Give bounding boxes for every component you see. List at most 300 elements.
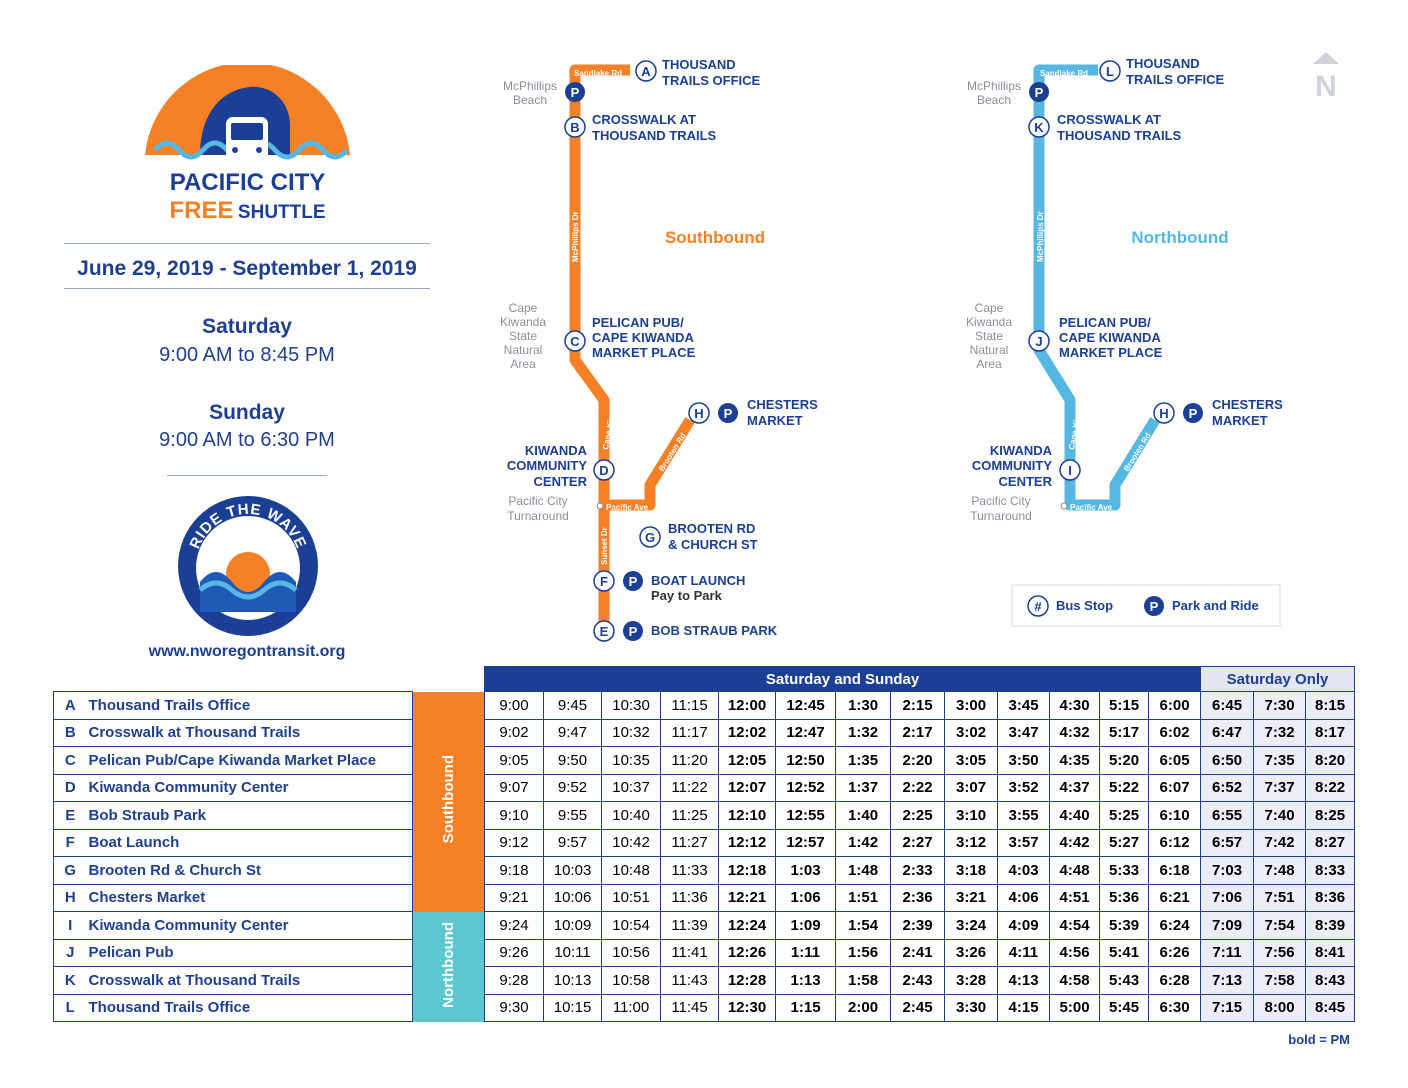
park-ride-icon — [1183, 403, 1203, 423]
time-cell: 12:10 — [719, 802, 776, 830]
table-row — [54, 829, 1355, 857]
stop-label: MARKET — [1212, 413, 1268, 428]
time-cell: 4:42 — [1050, 829, 1100, 857]
table-row — [54, 967, 1355, 995]
table-row — [54, 774, 1355, 802]
weekend-header: Saturday and Sunday — [485, 667, 1201, 692]
time-cell: 4:32 — [1050, 719, 1100, 747]
time-cell: 11:20 — [661, 747, 719, 775]
stop-label: MARKET PLACE — [592, 345, 696, 360]
time-cell: 8:25 — [1306, 802, 1355, 830]
stop-label: THOUSAND TRAILS — [592, 128, 717, 143]
svg-text:H: H — [1159, 406, 1169, 421]
stop-label: BROOTEN RD — [668, 521, 756, 536]
landmark-text: Kiwanda — [965, 315, 1013, 329]
table-row — [54, 912, 1355, 940]
svg-text:P: P — [628, 574, 638, 589]
time-cell: 3:21 — [945, 884, 998, 912]
time-cell: 11:43 — [661, 967, 719, 995]
svg-text:P: P — [628, 624, 638, 639]
stop-label: BOAT LAUNCH — [651, 573, 746, 588]
stop-label: CHESTERS — [1212, 397, 1283, 412]
stop-marker-a — [636, 61, 656, 81]
time-cell: 6:21 — [1149, 884, 1201, 912]
stop-label: COMMUNITY — [971, 458, 1052, 473]
time-cell: 10:37 — [602, 774, 661, 802]
stop-marker-l — [1100, 61, 1120, 81]
time-cell: 1:03 — [776, 857, 836, 885]
sunday-label: Sunday — [209, 401, 285, 424]
stop-label: KIWANDA — [524, 443, 587, 458]
street-label: Cape Kiwanda Dr — [601, 383, 622, 451]
stop-label: CAPE KIWANDA — [1059, 330, 1161, 345]
time-cell: 5:39 — [1100, 912, 1149, 940]
time-cell: 3:28 — [945, 967, 998, 995]
time-cell: 9:30 — [485, 994, 544, 1022]
time-cell: 7:37 — [1254, 774, 1306, 802]
time-cell: 11:25 — [661, 802, 719, 830]
legend-label: Park and Ride — [1172, 598, 1259, 613]
time-cell: 8:43 — [1306, 967, 1355, 995]
time-cell: 12:55 — [776, 802, 836, 830]
time-cell: 7:30 — [1254, 692, 1306, 720]
stop-label: CENTER — [998, 474, 1052, 489]
time-cell: 9:12 — [485, 829, 544, 857]
time-cell: 7:06 — [1201, 884, 1254, 912]
stop-letter: L — [54, 994, 87, 1022]
time-cell: 5:00 — [1050, 994, 1100, 1022]
time-cell: 9:52 — [544, 774, 602, 802]
north-arrow-icon — [1313, 52, 1339, 103]
time-cell: 10:30 — [602, 692, 661, 720]
time-cell: 7:13 — [1201, 967, 1254, 995]
stop-label: PELICAN PUB/ — [1059, 315, 1151, 330]
svg-text:K: K — [1034, 120, 1044, 135]
time-cell: 1:13 — [776, 967, 836, 995]
time-cell: 12:18 — [719, 857, 776, 885]
time-cell: 8:20 — [1306, 747, 1355, 775]
time-cell: 7:56 — [1254, 939, 1306, 967]
time-cell: 12:47 — [776, 719, 836, 747]
time-cell: 9:21 — [485, 884, 544, 912]
time-cell: 10:40 — [602, 802, 661, 830]
landmark-text: Kiwanda — [499, 315, 547, 329]
time-cell: 11:41 — [661, 939, 719, 967]
time-cell: 1:42 — [836, 829, 891, 857]
time-cell: 3:05 — [945, 747, 998, 775]
time-cell: 11:00 — [602, 994, 661, 1022]
time-cell: 4:51 — [1050, 884, 1100, 912]
stop-label: KIWANDA — [989, 443, 1052, 458]
time-cell: 2:27 — [891, 829, 945, 857]
time-cell: 10:32 — [602, 719, 661, 747]
time-cell: 7:58 — [1254, 967, 1306, 995]
stop-label: CROSSWALK AT — [592, 112, 696, 127]
time-cell: 8:41 — [1306, 939, 1355, 967]
landmark-text: Turnaround — [507, 509, 569, 523]
time-cell: 4:35 — [1050, 747, 1100, 775]
date-range: June 29, 2019 - September 1, 2019 — [77, 257, 417, 280]
time-cell: 6:12 — [1149, 829, 1201, 857]
bus-stop-icon — [1028, 596, 1048, 616]
time-cell: 6:05 — [1149, 747, 1201, 775]
stop-label: PELICAN PUB/ — [592, 315, 684, 330]
stop-letter: J — [54, 939, 87, 967]
landmark-text: State — [974, 329, 1004, 343]
table-row — [54, 719, 1355, 747]
time-cell: 12:26 — [719, 939, 776, 967]
schedule-body — [54, 692, 1355, 1022]
park-ride-icon — [623, 621, 643, 641]
stop-name: Thousand Trails Office — [87, 994, 413, 1022]
time-cell: 8:17 — [1306, 719, 1355, 747]
table-row — [54, 994, 1355, 1022]
stop-label: MARKET — [747, 413, 803, 428]
time-cell: 10:09 — [544, 912, 602, 940]
time-cell: 2:20 — [891, 747, 945, 775]
time-cell: 8:15 — [1306, 692, 1355, 720]
stop-marker-f — [594, 571, 614, 591]
time-cell: 9:57 — [544, 829, 602, 857]
stop-name: Kiwanda Community Center — [87, 912, 413, 940]
time-cell: 11:45 — [661, 994, 719, 1022]
stop-marker-k — [1029, 117, 1049, 137]
time-cell: 10:03 — [544, 857, 602, 885]
stop-label: MARKET PLACE — [1059, 345, 1163, 360]
time-cell: 6:52 — [1201, 774, 1254, 802]
stop-marker-h — [1154, 403, 1174, 423]
stop-marker-e — [594, 621, 614, 641]
time-cell: 4:09 — [998, 912, 1050, 940]
time-cell: 4:54 — [1050, 912, 1100, 940]
time-cell: 4:30 — [1050, 692, 1100, 720]
time-cell: 12:21 — [719, 884, 776, 912]
time-cell: 3:02 — [945, 719, 998, 747]
park-ride-icon — [565, 82, 585, 102]
time-cell: 3:52 — [998, 774, 1050, 802]
time-cell: 9:00 — [485, 692, 544, 720]
time-cell: 1:58 — [836, 967, 891, 995]
time-cell: 11:17 — [661, 719, 719, 747]
landmark-text: McPhillips — [502, 79, 558, 93]
time-cell: 8:00 — [1254, 994, 1306, 1022]
time-cell: 9:55 — [544, 802, 602, 830]
svg-text:P: P — [1188, 406, 1198, 421]
time-cell: 10:48 — [602, 857, 661, 885]
time-cell: 3:18 — [945, 857, 998, 885]
time-cell: 10:56 — [602, 939, 661, 967]
stop-marker-h — [689, 403, 709, 423]
svg-text:E: E — [599, 624, 609, 639]
stop-letter: G — [54, 857, 87, 885]
table-row — [54, 802, 1355, 830]
time-cell: 3:07 — [945, 774, 998, 802]
time-cell: 7:51 — [1254, 884, 1306, 912]
time-cell: 10:35 — [602, 747, 661, 775]
street-label: McPhillips Dr — [1036, 211, 1045, 262]
time-cell: 1:56 — [836, 939, 891, 967]
svg-text:P: P — [570, 85, 580, 100]
time-cell: 6:07 — [1149, 774, 1201, 802]
time-cell: 12:12 — [719, 829, 776, 857]
time-cell: 5:41 — [1100, 939, 1149, 967]
time-cell: 7:32 — [1254, 719, 1306, 747]
time-cell: 11:36 — [661, 884, 719, 912]
time-cell: 5:20 — [1100, 747, 1149, 775]
map-legend — [1012, 585, 1280, 626]
park-ride-icon — [1029, 82, 1049, 102]
website-link[interactable]: www.nworegontransit.org — [148, 643, 346, 660]
stop-letter: K — [54, 967, 87, 995]
landmark-text: State — [508, 329, 538, 343]
logo-free: FREE — [169, 197, 234, 224]
schedule-table — [53, 666, 1355, 1022]
time-cell: 2:33 — [891, 857, 945, 885]
time-cell: 4:48 — [1050, 857, 1100, 885]
time-cell: 3:30 — [945, 994, 998, 1022]
stop-marker-g — [640, 527, 660, 547]
time-cell: 7:42 — [1254, 829, 1306, 857]
street-label: Cape Kiwanda Dr — [1067, 383, 1088, 451]
street-label: Sunset Dr — [600, 527, 609, 565]
street-label: Brooten Rd — [1122, 431, 1153, 474]
svg-text:A: A — [641, 64, 651, 79]
svg-text:P: P — [723, 406, 733, 421]
stop-label: Pay to Park — [651, 588, 722, 603]
park-ride-icon — [623, 571, 643, 591]
park-ride-icon — [718, 403, 738, 423]
time-cell: 3:57 — [998, 829, 1050, 857]
time-cell: 1:30 — [836, 692, 891, 720]
time-cell: 1:54 — [836, 912, 891, 940]
landmark-text: Area — [510, 357, 536, 371]
time-cell: 1:48 — [836, 857, 891, 885]
time-cell: 5:43 — [1100, 967, 1149, 995]
time-cell: 10:42 — [602, 829, 661, 857]
stop-label: & CHURCH ST — [668, 537, 758, 552]
time-cell: 11:15 — [661, 692, 719, 720]
time-cell: 6:28 — [1149, 967, 1201, 995]
svg-text:G: G — [644, 530, 656, 545]
time-cell: 6:10 — [1149, 802, 1201, 830]
time-cell: 12:05 — [719, 747, 776, 775]
time-cell: 5:36 — [1100, 884, 1149, 912]
landmark-text: Turnaround — [970, 509, 1032, 523]
svg-text:L: L — [1106, 64, 1114, 79]
direction-label: Northbound — [440, 921, 458, 1008]
time-cell: 9:47 — [544, 719, 602, 747]
svg-text:B: B — [570, 120, 580, 135]
stop-name: Chesters Market — [87, 884, 413, 912]
street-label: Pacific Ave — [606, 503, 649, 512]
saturday-label: Saturday — [202, 315, 292, 338]
time-cell: 12:00 — [719, 692, 776, 720]
stop-letter: D — [54, 774, 87, 802]
svg-text:D: D — [599, 463, 609, 478]
time-cell: 3:12 — [945, 829, 998, 857]
time-cell: 2:41 — [891, 939, 945, 967]
time-cell: 4:06 — [998, 884, 1050, 912]
street-label: Pacific Ave — [1070, 503, 1113, 512]
time-cell: 4:58 — [1050, 967, 1100, 995]
sunday-hours: 9:00 AM to 6:30 PM — [159, 429, 335, 451]
time-cell: 3:24 — [945, 912, 998, 940]
logo-shuttle: SHUTTLE — [237, 202, 326, 223]
time-cell: 8:45 — [1306, 994, 1355, 1022]
street-label: Brooten Rd — [657, 431, 688, 474]
time-cell: 12:24 — [719, 912, 776, 940]
time-cell: 11:33 — [661, 857, 719, 885]
street-label: Sandlake Rd — [1040, 69, 1089, 78]
time-cell: 2:39 — [891, 912, 945, 940]
time-cell: 9:26 — [485, 939, 544, 967]
stop-letter: C — [54, 747, 87, 775]
stop-letter: B — [54, 719, 87, 747]
stop-marker-c — [565, 331, 585, 351]
time-cell: 8:33 — [1306, 857, 1355, 885]
time-cell: 12:45 — [776, 692, 836, 720]
time-cell: 1:06 — [776, 884, 836, 912]
time-cell: 1:15 — [776, 994, 836, 1022]
stop-marker-i — [1060, 460, 1080, 480]
time-cell: 2:17 — [891, 719, 945, 747]
stop-label: THOUSAND — [662, 57, 736, 72]
time-cell: 2:25 — [891, 802, 945, 830]
time-cell: 12:30 — [719, 994, 776, 1022]
time-cell: 1:32 — [836, 719, 891, 747]
southbound-band — [413, 692, 485, 912]
time-cell: 12:02 — [719, 719, 776, 747]
time-cell: 2:22 — [891, 774, 945, 802]
northbound-band — [413, 912, 485, 1022]
landmark-text: Cape — [508, 301, 538, 315]
time-cell: 5:45 — [1100, 994, 1149, 1022]
street-label: McPhillips Dr — [571, 211, 580, 262]
time-cell: 6:18 — [1149, 857, 1201, 885]
stop-label: CENTER — [533, 474, 587, 489]
stop-name: Crosswalk at Thousand Trails — [87, 967, 413, 995]
time-cell: 8:27 — [1306, 829, 1355, 857]
landmark-text: Area — [976, 357, 1002, 371]
svg-text:F: F — [600, 574, 608, 589]
stop-name: Kiwanda Community Center — [87, 774, 413, 802]
time-cell: 10:51 — [602, 884, 661, 912]
time-cell: 5:33 — [1100, 857, 1149, 885]
saturday-only-header: Saturday Only — [1201, 667, 1355, 692]
time-cell: 5:22 — [1100, 774, 1149, 802]
time-cell: 3:55 — [998, 802, 1050, 830]
legend-label: Bus Stop — [1056, 598, 1114, 613]
time-cell: 7:35 — [1254, 747, 1306, 775]
time-cell: 4:13 — [998, 967, 1050, 995]
time-cell: 7:09 — [1201, 912, 1254, 940]
time-cell: 6:57 — [1201, 829, 1254, 857]
time-cell: 6:02 — [1149, 719, 1201, 747]
time-cell: 7:11 — [1201, 939, 1254, 967]
time-cell: 6:50 — [1201, 747, 1254, 775]
time-cell: 1:11 — [776, 939, 836, 967]
park-ride-icon — [1144, 596, 1164, 616]
saturday-hours: 9:00 AM to 8:45 PM — [159, 344, 335, 366]
stop-label: TRAILS OFFICE — [662, 73, 761, 88]
direction-label: Southbound — [440, 755, 458, 844]
time-cell: 8:39 — [1306, 912, 1355, 940]
landmark-text: Pacific City — [508, 494, 568, 508]
stop-label: TRAILS OFFICE — [1126, 72, 1225, 87]
time-cell: 4:03 — [998, 857, 1050, 885]
stop-letter: F — [54, 829, 87, 857]
time-cell: 4:40 — [1050, 802, 1100, 830]
stop-label: THOUSAND TRAILS — [1057, 128, 1182, 143]
stop-label: BOB STRAUB PARK — [651, 623, 778, 638]
time-cell: 5:15 — [1100, 692, 1149, 720]
time-cell: 6:24 — [1149, 912, 1201, 940]
svg-text:N: N — [1315, 70, 1337, 103]
time-cell: 9:18 — [485, 857, 544, 885]
time-cell: 2:45 — [891, 994, 945, 1022]
time-cell: 3:26 — [945, 939, 998, 967]
time-cell: 1:51 — [836, 884, 891, 912]
stop-marker-b — [565, 117, 585, 137]
time-cell: 8:36 — [1306, 884, 1355, 912]
time-cell: 6:00 — [1149, 692, 1201, 720]
time-cell: 4:11 — [998, 939, 1050, 967]
time-cell: 10:15 — [544, 994, 602, 1022]
time-cell: 3:50 — [998, 747, 1050, 775]
time-cell: 12:28 — [719, 967, 776, 995]
time-cell: 10:11 — [544, 939, 602, 967]
table-row — [54, 857, 1355, 885]
time-cell: 4:37 — [1050, 774, 1100, 802]
stop-label: THOUSAND — [1126, 56, 1200, 71]
stop-label: CROSSWALK AT — [1057, 112, 1161, 127]
time-cell: 9:02 — [485, 719, 544, 747]
stop-name: Pelican Pub/Cape Kiwanda Market Place — [87, 747, 413, 775]
time-cell: 10:13 — [544, 967, 602, 995]
stop-marker-d — [594, 460, 614, 480]
svg-text:C: C — [570, 334, 580, 349]
time-cell: 10:06 — [544, 884, 602, 912]
time-cell: 2:00 — [836, 994, 891, 1022]
time-cell: 6:30 — [1149, 994, 1201, 1022]
southbound-title: Southbound — [664, 228, 766, 247]
header-spacer — [54, 667, 485, 692]
stop-name: Boat Launch — [87, 829, 413, 857]
landmark-text: Pacific City — [971, 494, 1031, 508]
stop-label: COMMUNITY — [506, 458, 587, 473]
time-cell: 10:54 — [602, 912, 661, 940]
time-cell: 5:25 — [1100, 802, 1149, 830]
table-row — [54, 884, 1355, 912]
landmark-text: McPhillips — [966, 79, 1022, 93]
stop-name: Pelican Pub — [87, 939, 413, 967]
northbound-title: Northbound — [1131, 228, 1229, 247]
time-cell: 9:45 — [544, 692, 602, 720]
time-cell: 11:22 — [661, 774, 719, 802]
time-cell: 1:09 — [776, 912, 836, 940]
stop-letter: A — [54, 692, 87, 720]
svg-text:#: # — [1034, 599, 1042, 614]
svg-text:I: I — [1068, 463, 1072, 478]
time-cell: 9:10 — [485, 802, 544, 830]
time-cell: 9:24 — [485, 912, 544, 940]
time-cell: 4:56 — [1050, 939, 1100, 967]
time-cell: 7:40 — [1254, 802, 1306, 830]
time-cell: 6:26 — [1149, 939, 1201, 967]
svg-text:H: H — [694, 406, 704, 421]
time-cell: 9:05 — [485, 747, 544, 775]
landmark-text: Beach — [976, 93, 1012, 107]
